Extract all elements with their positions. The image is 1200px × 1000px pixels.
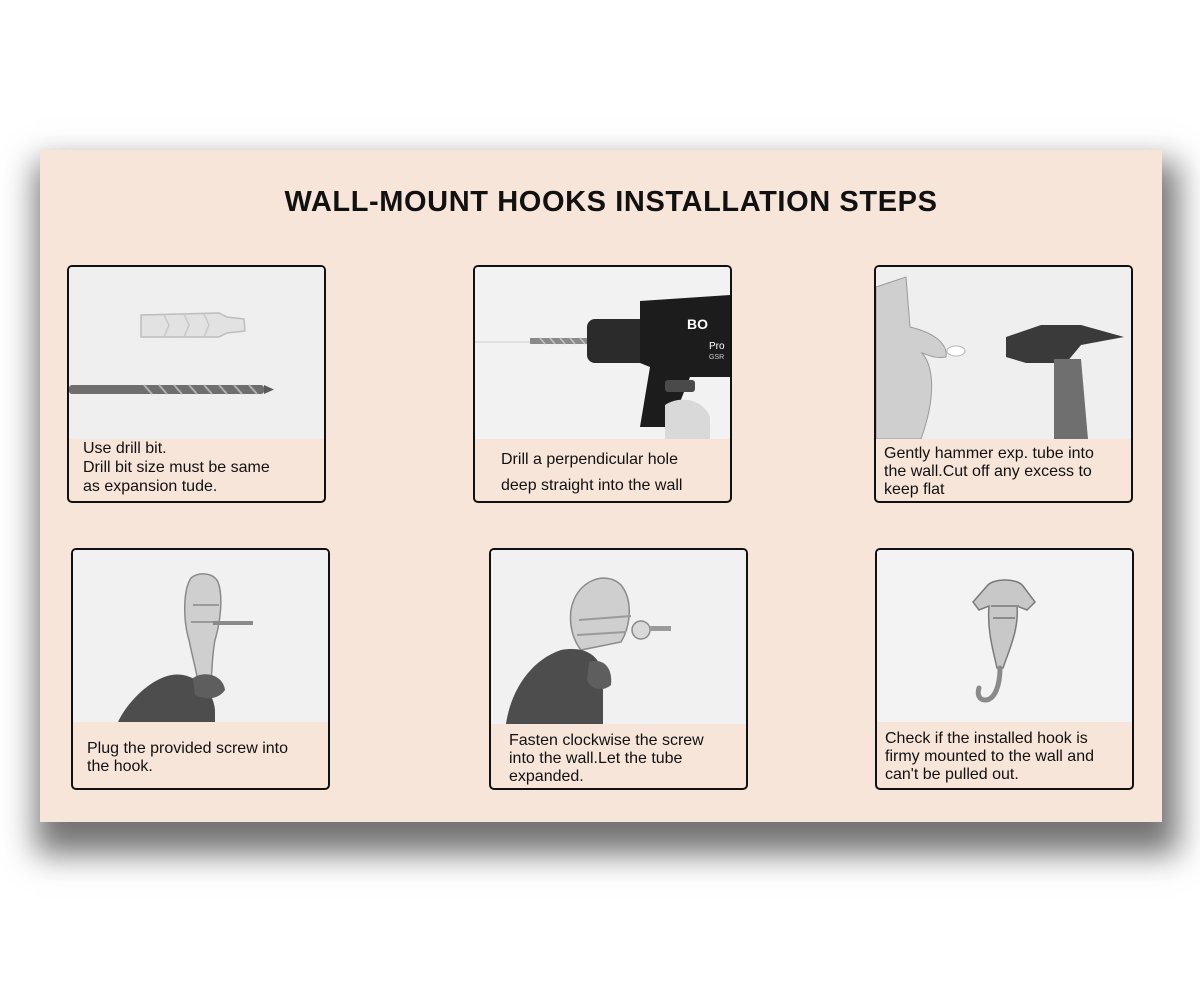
step-caption-2: Drill a perpendicular hole deep straight into the wall <box>501 451 683 494</box>
step-card-1 <box>67 265 326 503</box>
step-card-4 <box>71 548 330 790</box>
step-card-2 <box>473 265 732 503</box>
hook-with-screw-photo <box>73 550 328 722</box>
step-caption-1: Use drill bit. Drill bit size must be same as expansion tude. <box>83 440 270 495</box>
power-drill-photo <box>475 267 730 439</box>
hammer-photo <box>876 267 1131 439</box>
step-caption-4: Plug the provided screw into the hook. <box>87 740 288 775</box>
page-title: WALL-MOUNT HOOKS INSTALLATION STEPS <box>284 186 938 218</box>
drill-brand-text: BO <box>687 316 708 332</box>
step-card-5 <box>489 548 748 790</box>
step-caption-5: Fasten clockwise the screw into the wall.Let the tube expanded. <box>509 732 704 785</box>
drill-model-text: Pro <box>709 341 725 352</box>
step-card-6 <box>875 548 1134 790</box>
step-caption-6: Check if the installed hook is firmy mounted to the wall and can't be pulled out. <box>885 730 1094 783</box>
step-caption-3: Gently hammer exp. tube into the wall.Cut off any excess to keep flat <box>884 445 1094 498</box>
fasten-hook-photo <box>491 550 746 724</box>
step-card-3 <box>874 265 1133 503</box>
mounted-hook-photo <box>877 550 1132 722</box>
drill-sub-text: GSR <box>709 354 725 361</box>
drill-bit-and-anchor-photo <box>69 267 324 439</box>
